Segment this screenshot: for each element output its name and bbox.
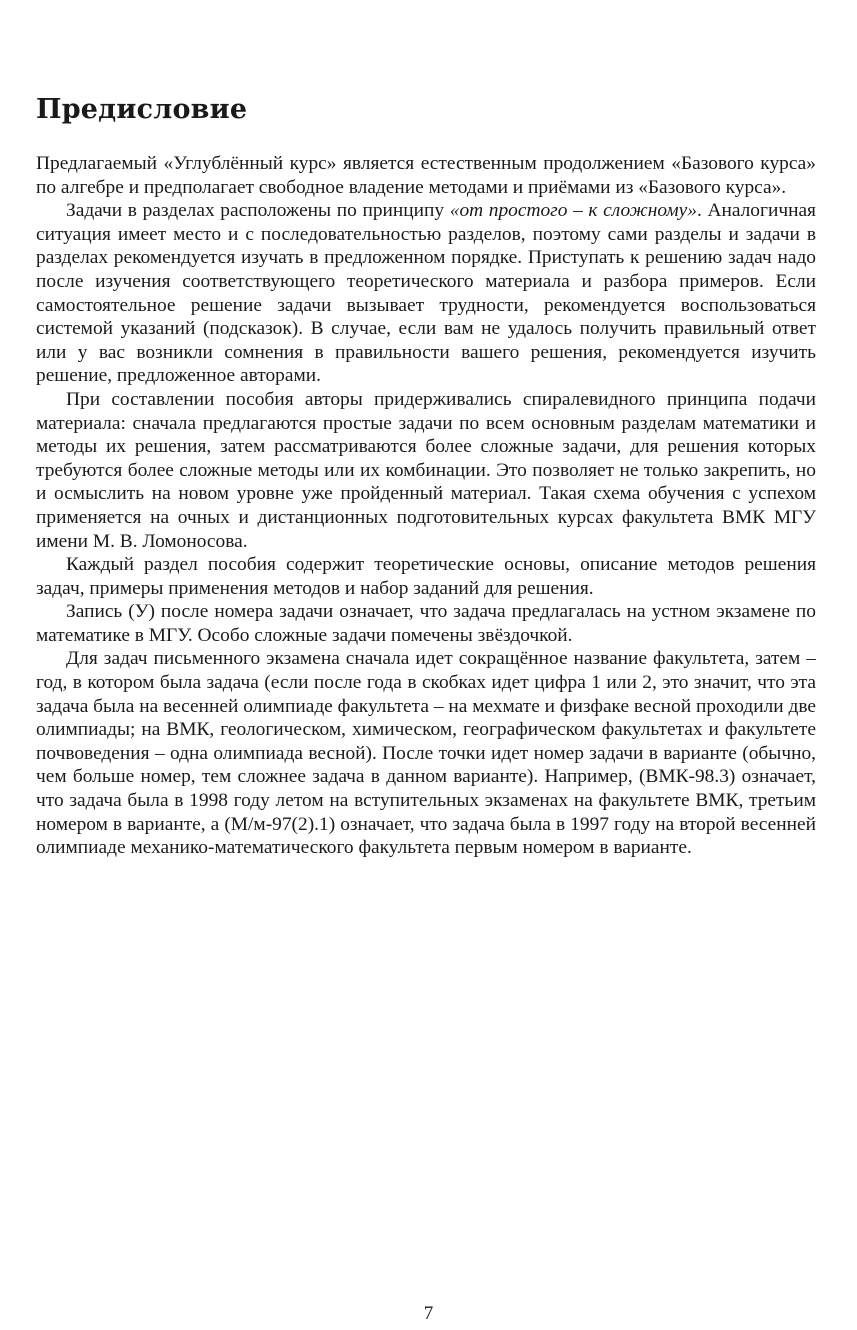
page-number: 7 (423, 1303, 434, 1324)
principle-emphasis: «от простого – к сложному» (449, 200, 697, 222)
paragraph-oral-exam: Запись (У) после номера задачи означает, что задача предлагалась на устном экзамене по математике в МГУ. Особо сложные задачи помечены звёздочкой. (36, 601, 816, 646)
document-page (36, 92, 816, 860)
paragraph-notation: Для задач письменного экзамена сначала идет сокращённое название факультета, затем – год, в котором была задача (если после года в скобках идет цифра 1 или 2, это значит, что эта задача была на весенней олимпиаде факультета – на мехмате и физфаке весной проходили две олимпиады; на ВМК, геологическом, химическом, географическом факультетах и факультете почвоведения – одна олимпиада весной). После точки идет номер задачи в варианте (обычно, чем больше номер, тем сложнее задача в данном варианте). Например, (ВМК-98.3) означает, что задача была в 1998 году летом на вступительных экзаменах на факультете ВМК, третьим номером в варианте, а (М/м-97(2).1) означает, что задача была в 1997 году на второй весенней олимпиаде механико-математического факультета первым номером в варианте. (36, 648, 817, 859)
paragraph-order-start: Задачи в разделах расположены по принципу (66, 200, 450, 222)
paragraph-structure: Каждый раздел пособия содержит теоретические основы, описание методов решения задач, примеры применения методов и набор заданий для решения. (36, 554, 816, 599)
paragraph-order (36, 199, 816, 388)
page-title: Предисловие (36, 94, 248, 125)
preface-body (36, 152, 816, 860)
paragraph-intro: Предлагаемый «Углублённый курс» является естественным продолжением «Базового курса» по алгебре и предполагает свободное владение методами и приёмами из «Базового курса». (36, 153, 816, 198)
paragraph-order-rest: . Аналогичная ситуация имеет место и с последовательностью разделов, поэтому сами разделы и задачи в разделах рекомендуется изучать в предложенном порядке. Приступать к решению задач надо после изучения соответствующего теоретического материала и разбора примеров. Если самостоятельное решение задачи вызывает трудности, рекомендуется воспользоваться системой указаний (подсказок). В случае, если вам не удалось получить правильный ответ или у вас возникли сомнения в правильности вашего решения, рекомендуется изучить решение, предложенное авторами. (36, 200, 816, 387)
paragraph-spiral-principle: При составлении пособия авторы придерживались спиралевидного принципа подачи материала: сначала предлагаются простые задачи по всем основным разделам математики и методы их решения, затем рассматриваются более сложные задачи, для решения которых требуются более сложные методы или их комбинации. Это позволяет не только закрепить, но и осмыслить на новом уровне уже пройденный материал. Такая схема обучения с успехом применяется на очных и дистанционных подготовительных курсах факультета ВМК МГУ имени М. В. Ломоносова. (36, 388, 816, 552)
